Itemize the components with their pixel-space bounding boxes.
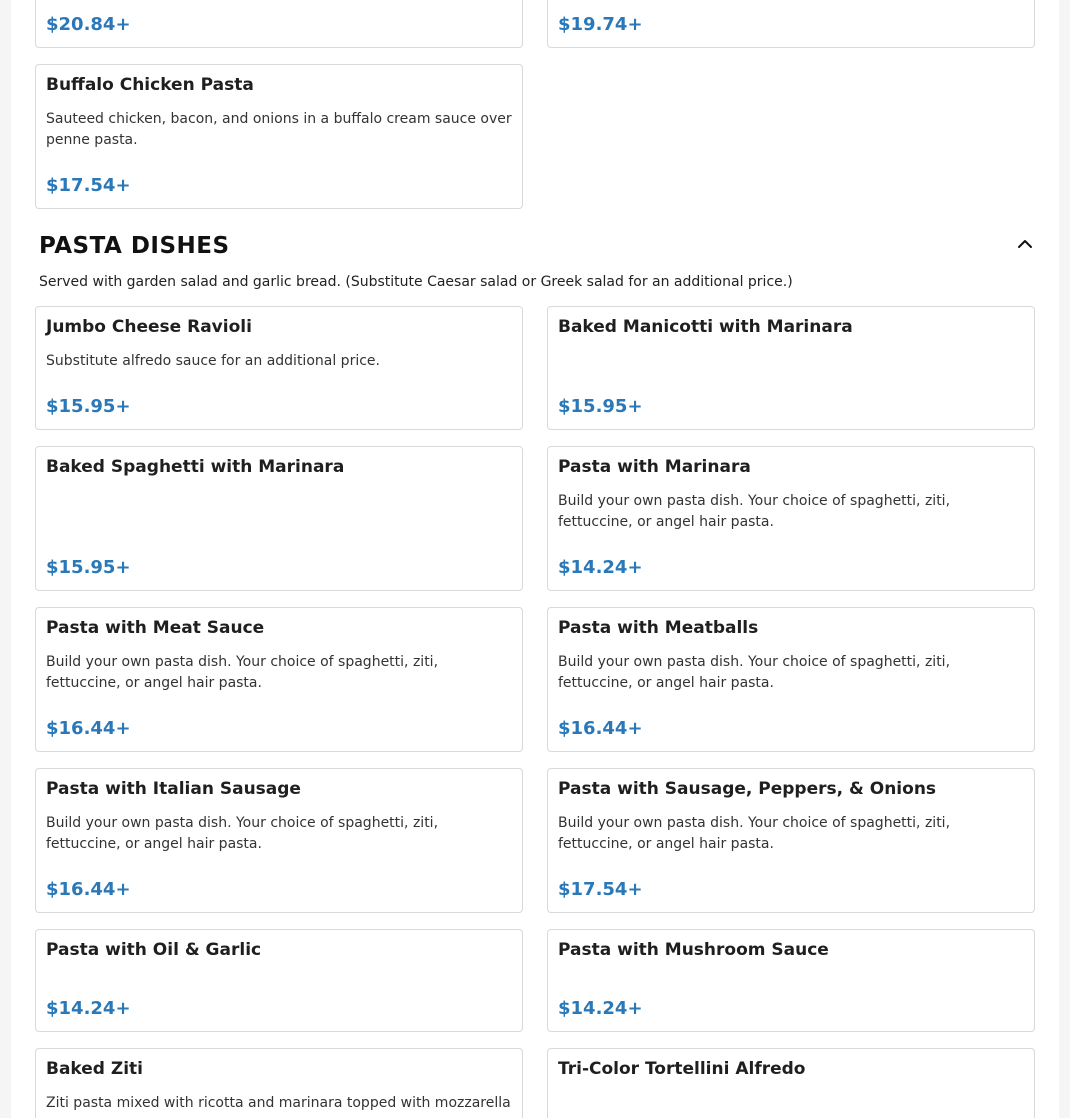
menu-item-card[interactable] bbox=[35, 607, 523, 752]
item-name: Pasta with Mushroom Sauce bbox=[558, 940, 829, 960]
item-name: Pasta with Meat Sauce bbox=[46, 618, 265, 638]
item-price: $15.95+ bbox=[558, 396, 643, 417]
item-price: $16.44+ bbox=[46, 879, 131, 900]
item-name: Pasta with Italian Sausage bbox=[46, 779, 301, 799]
item-name: Pasta with Sausage, Peppers, & Onions bbox=[558, 779, 937, 799]
collapse-section-button[interactable] bbox=[1014, 233, 1036, 255]
item-description: Build your own pasta dish. Your choice of spaghetti, ziti, fettuccine, or angel hair pasta. bbox=[558, 493, 951, 530]
item-price: $16.44+ bbox=[46, 718, 131, 739]
item-price: $17.54+ bbox=[46, 175, 131, 196]
item-description: Sauteed chicken, bacon, and onions in a buffalo cream sauce over penne pasta. bbox=[46, 111, 512, 148]
item-name: Baked Spaghetti with Marinara bbox=[46, 457, 345, 477]
item-name: Baked Ziti bbox=[46, 1059, 144, 1079]
item-name: Buffalo Chicken Pasta bbox=[46, 75, 254, 95]
item-description: Substitute alfredo sauce for an additional price. bbox=[46, 353, 380, 369]
item-description: Build your own pasta dish. Your choice of spaghetti, ziti, fettuccine, or angel hair pasta. bbox=[558, 815, 951, 852]
menu-item-card[interactable] bbox=[547, 607, 1035, 752]
menu-item-card[interactable] bbox=[547, 0, 1035, 48]
item-price: $17.54+ bbox=[558, 879, 643, 900]
chevron-up-icon bbox=[1017, 236, 1033, 252]
item-price: $20.84+ bbox=[46, 14, 131, 35]
item-price: $14.24+ bbox=[46, 998, 131, 1019]
item-name: Tri-Color Tortellini Alfredo bbox=[558, 1059, 806, 1079]
menu-item-card[interactable] bbox=[547, 768, 1035, 913]
item-name: Pasta with Meatballs bbox=[558, 618, 759, 638]
item-price: $15.95+ bbox=[46, 557, 131, 578]
section-note: Served with garden salad and garlic bread. (Substitute Caesar salad or Greek salad for an additional price.) bbox=[39, 274, 793, 290]
item-name: Jumbo Cheese Ravioli bbox=[46, 317, 252, 337]
section-title: PASTA DISHES bbox=[39, 233, 230, 259]
menu-page bbox=[11, 0, 1059, 1118]
item-name: Baked Manicotti with Marinara bbox=[558, 317, 853, 337]
menu-item-card[interactable] bbox=[547, 306, 1035, 430]
item-name: Pasta with Oil & Garlic bbox=[46, 940, 262, 960]
item-price: $15.95+ bbox=[46, 396, 131, 417]
item-name: Pasta with Marinara bbox=[558, 457, 751, 477]
item-description: Ziti pasta mixed with ricotta and marinara topped with mozzarella bbox=[46, 1095, 511, 1111]
item-price: $14.24+ bbox=[558, 998, 643, 1019]
menu-item-card[interactable] bbox=[547, 1048, 1035, 1118]
menu-item-card[interactable] bbox=[547, 446, 1035, 591]
menu-item-card[interactable] bbox=[35, 929, 523, 1032]
menu-item-card[interactable] bbox=[35, 0, 523, 48]
item-price: $19.74+ bbox=[558, 14, 643, 35]
menu-item-card[interactable] bbox=[547, 929, 1035, 1032]
item-price: $14.24+ bbox=[558, 557, 643, 578]
menu-item-card[interactable] bbox=[35, 1048, 523, 1118]
menu-item-card[interactable] bbox=[35, 306, 523, 430]
menu-item-card[interactable] bbox=[35, 768, 523, 913]
menu-item-card[interactable] bbox=[35, 446, 523, 591]
menu-item-card[interactable] bbox=[35, 64, 523, 209]
item-description: Build your own pasta dish. Your choice of spaghetti, ziti, fettuccine, or angel hair pasta. bbox=[46, 815, 439, 852]
item-description: Build your own pasta dish. Your choice of spaghetti, ziti, fettuccine, or angel hair pasta. bbox=[558, 654, 951, 691]
item-price: $16.44+ bbox=[558, 718, 643, 739]
item-description: Build your own pasta dish. Your choice of spaghetti, ziti, fettuccine, or angel hair pasta. bbox=[46, 654, 439, 691]
